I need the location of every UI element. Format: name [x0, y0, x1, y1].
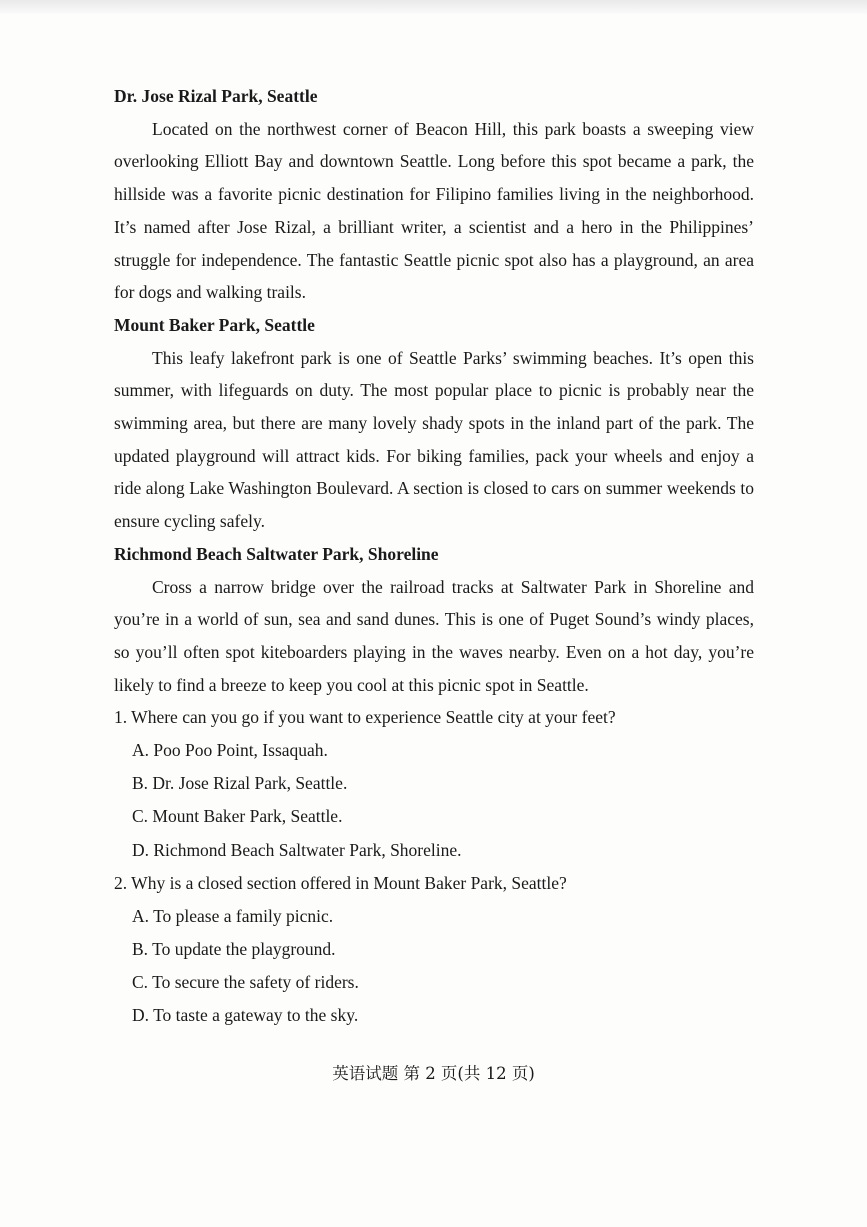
question-1-option-b: B. Dr. Jose Rizal Park, Seattle. [132, 773, 348, 794]
question-1-stem: 1. Where can you go if you want to experience Seattle city at your feet? [114, 707, 616, 728]
reading-passage [114, 80, 754, 1032]
section-heading-mount-baker-park: Mount Baker Park, Seattle [114, 314, 315, 335]
section-body-mount-baker-park: This leafy lakefront park is one of Seattle Parks’ swimming beaches. It’s open this summer, with lifeguards on duty. The most popular place to picnic is probably near the swimming area, but there are many lovely shady spots in the inland part of the park. The updated playground will attract kids. For biking families, pack your wheels and enjoy a ride along Lake Washington Boulevard. A section is closed to cars on summer weekends to ensure cycling safely. [114, 347, 754, 532]
section-heading-rizal-park: Dr. Jose Rizal Park, Seattle [114, 86, 318, 106]
section-heading-richmond-beach-park: Richmond Beach Saltwater Park, Shoreline [114, 543, 439, 564]
question-2-option-b: B. To update the playground. [132, 938, 336, 959]
question-1-option-c: C. Mount Baker Park, Seattle. [132, 806, 343, 827]
question-2-option-c: C. To secure the safety of riders. [132, 971, 359, 992]
section-body-rizal-park: Located on the northwest corner of Beacon Hill, this park boasts a sweeping view overlooking Elliott Bay and downtown Seattle. Long before this spot became a park, the hillside was a favorite picnic destination for Filipino families living in the neighborhood. It’s named after Jose Rizal, a brilliant writer, a scientist and a hero in the Philippines’ struggle for independence. The fantastic Seattle picnic spot also has a playground, an area for dogs and walking trails. [114, 118, 754, 303]
question-1-option-a: A. Poo Poo Point, Issaquah. [132, 740, 328, 761]
question-1-option-d: D. Richmond Beach Saltwater Park, Shoreline. [132, 839, 462, 860]
question-2-option-d: D. To taste a gateway to the sky. [132, 1005, 359, 1026]
question-2-stem: 2. Why is a closed section offered in Mount Baker Park, Seattle? [114, 872, 567, 893]
section-body-richmond-beach-park: Cross a narrow bridge over the railroad tracks at Saltwater Park in Shoreline and you’re in a world of sun, sea and sand dunes. This is one of Puget Sound’s windy places, so you’ll often spot kiteboarders playing in the waves nearby. Even on a hot day, you’re likely to find a breeze to keep you cool at this picnic spot in Seattle. [114, 576, 754, 695]
scan-edge [0, 0, 867, 14]
page-footer: 英语试题 第 2 页(共 12 页) [332, 1064, 535, 1083]
question-2-option-a: A. To please a family picnic. [132, 905, 334, 926]
